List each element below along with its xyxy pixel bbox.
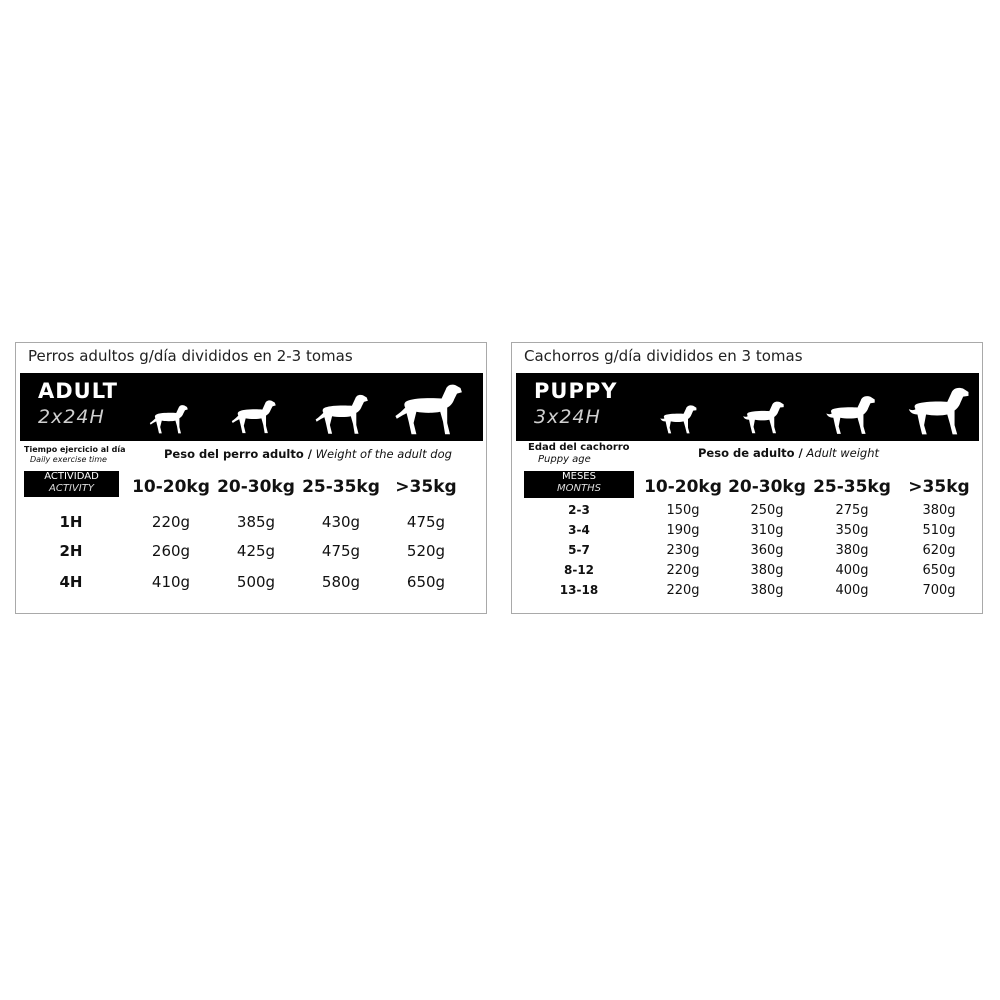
puppy-row-label: 2-3 bbox=[568, 503, 590, 517]
puppy-weight-header-en: Adult weight bbox=[806, 446, 879, 460]
puppy-cell: 350g bbox=[835, 523, 869, 538]
adult-cell: 220g bbox=[151, 513, 191, 531]
adult-cell: 650g bbox=[406, 573, 446, 591]
adult-banner-name: ADULT bbox=[38, 379, 118, 403]
puppy-row-label: 8-12 bbox=[563, 563, 595, 577]
activity-label-en: ACTIVITY bbox=[49, 483, 94, 494]
puppy-xlarge-icon bbox=[902, 384, 974, 437]
puppy-cell: 400g bbox=[835, 583, 869, 598]
puppy-cell: 380g bbox=[750, 583, 784, 598]
puppy-col-header: 10-20kg bbox=[644, 477, 722, 497]
adult-weight-header-en: Weight of the adult dog bbox=[315, 447, 452, 461]
dog-small-icon bbox=[148, 403, 190, 435]
puppy-cell: 510g bbox=[922, 523, 956, 538]
puppy-medium-icon bbox=[738, 399, 788, 435]
adult-cell: 520g bbox=[406, 542, 446, 560]
puppy-cell: 150g bbox=[666, 503, 700, 518]
months-label-box bbox=[524, 471, 634, 498]
puppy-col-header: 25-35kg bbox=[813, 477, 891, 497]
adult-row-label: 2H bbox=[59, 542, 83, 560]
adult-cell: 580g bbox=[321, 573, 361, 591]
puppy-table-title: Cachorros g/día divididos en 3 tomas bbox=[524, 347, 803, 365]
adult-weight-header bbox=[164, 447, 452, 461]
adult-row-label: 4H bbox=[59, 573, 83, 591]
adult-cell: 500g bbox=[236, 573, 276, 591]
adult-cell: 410g bbox=[151, 573, 191, 591]
dog-xlarge-icon bbox=[392, 381, 466, 437]
puppy-age-label-en: Puppy age bbox=[538, 454, 591, 465]
puppy-cell: 400g bbox=[835, 563, 869, 578]
adult-table-title: Perros adultos g/día divididos en 2-3 tomas bbox=[28, 347, 353, 365]
months-label-en: MONTHS bbox=[557, 483, 601, 494]
activity-label-box bbox=[24, 471, 119, 497]
adult-exercise-label-es: Tiempo ejercicio al día bbox=[24, 445, 126, 454]
puppy-row-label: 5-7 bbox=[568, 543, 590, 557]
adult-cell: 260g bbox=[151, 542, 191, 560]
adult-feeding-table bbox=[15, 342, 487, 614]
puppy-cell: 220g bbox=[666, 563, 700, 578]
adult-col-header: 10-20kg bbox=[132, 477, 210, 497]
puppy-feeding-table bbox=[511, 342, 983, 614]
adult-col-header: >35kg bbox=[395, 477, 457, 497]
puppy-banner-name: PUPPY bbox=[534, 379, 618, 403]
puppy-row-label: 13-18 bbox=[559, 583, 599, 597]
puppy-cell: 620g bbox=[922, 543, 956, 558]
puppy-row-label: 3-4 bbox=[568, 523, 590, 537]
adult-exercise-label-en: Daily exercise time bbox=[30, 455, 107, 464]
puppy-cell: 275g bbox=[835, 503, 869, 518]
puppy-cell: 700g bbox=[922, 583, 956, 598]
adult-cell: 475g bbox=[406, 513, 446, 531]
puppy-cell: 380g bbox=[835, 543, 869, 558]
months-label-es: MESES bbox=[562, 471, 596, 482]
adult-cell: 425g bbox=[236, 542, 276, 560]
puppy-cell: 360g bbox=[750, 543, 784, 558]
puppy-cell: 380g bbox=[922, 503, 956, 518]
adult-cell: 475g bbox=[321, 542, 361, 560]
puppy-weight-header bbox=[698, 446, 879, 460]
adult-cell: 385g bbox=[236, 513, 276, 531]
adult-banner-frequency: 2x24H bbox=[38, 406, 105, 428]
puppy-cell: 220g bbox=[666, 583, 700, 598]
activity-label-es: ACTIVIDAD bbox=[44, 471, 99, 482]
puppy-cell: 380g bbox=[750, 563, 784, 578]
puppy-cell: 650g bbox=[922, 563, 956, 578]
adult-col-header: 20-30kg bbox=[217, 477, 295, 497]
dog-large-icon bbox=[312, 392, 372, 436]
puppy-cell: 250g bbox=[750, 503, 784, 518]
puppy-banner bbox=[516, 373, 979, 441]
puppy-cell: 190g bbox=[666, 523, 700, 538]
adult-col-header: 25-35kg bbox=[302, 477, 380, 497]
puppy-weight-header-es: Peso de adulto / bbox=[698, 446, 803, 460]
adult-row-label: 1H bbox=[59, 513, 83, 531]
puppy-col-header: 20-30kg bbox=[728, 477, 806, 497]
puppy-small-icon bbox=[656, 403, 700, 435]
puppy-age-label-es: Edad del cachorro bbox=[528, 442, 630, 453]
puppy-cell: 230g bbox=[666, 543, 700, 558]
adult-cell: 430g bbox=[321, 513, 361, 531]
adult-weight-header-es: Peso del perro adulto / bbox=[164, 447, 312, 461]
puppy-cell: 310g bbox=[750, 523, 784, 538]
puppy-banner-frequency: 3x24H bbox=[534, 406, 601, 428]
puppy-large-icon bbox=[820, 393, 880, 436]
adult-banner bbox=[20, 373, 483, 441]
puppy-col-header: >35kg bbox=[908, 477, 970, 497]
dog-medium-icon bbox=[228, 398, 280, 435]
